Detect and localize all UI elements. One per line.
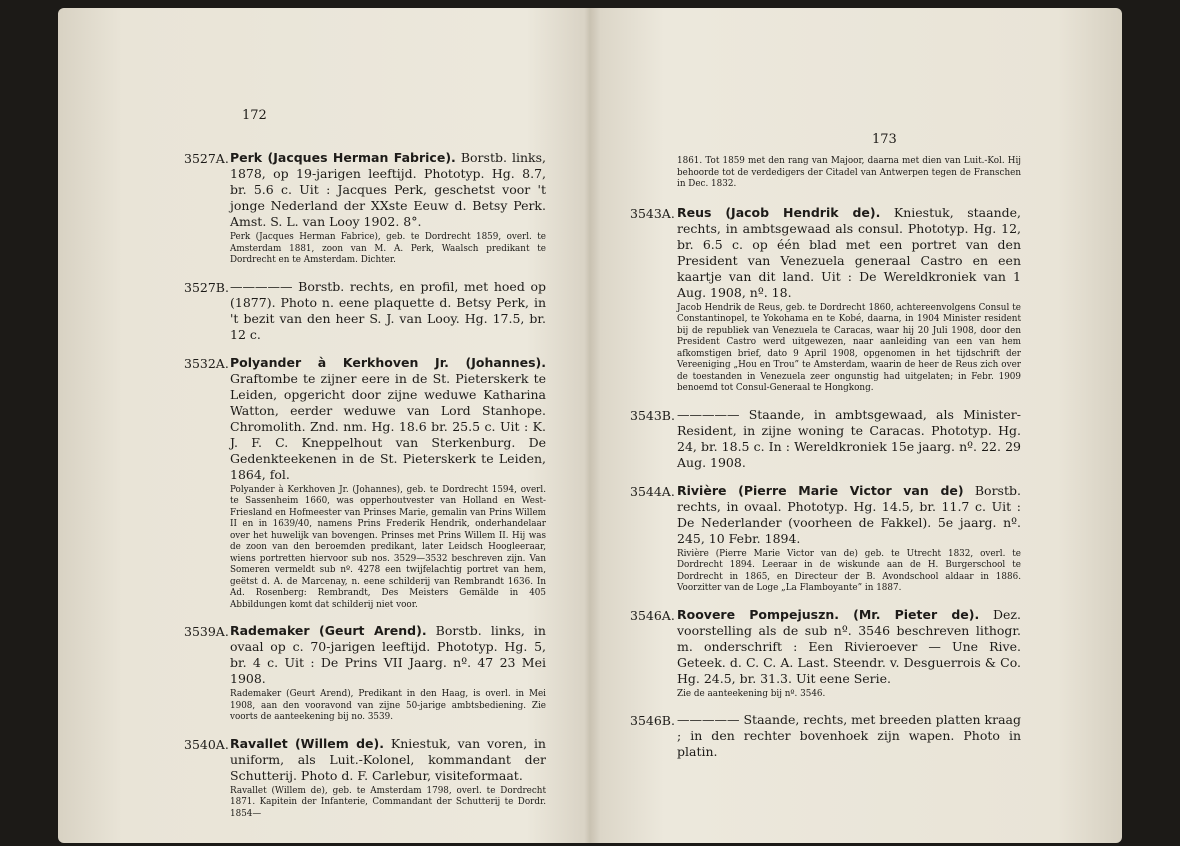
entry-body: Borstb. rechts, en profil, met hoed op (1877). Photo n. eene plaquette d. Betsy Perk, in 't bezit van den heer S. J. van Looy. Hg. 17.5, br. 12 c. bbox=[230, 278, 546, 342]
entry-heading: ————— bbox=[230, 278, 293, 294]
entry-note: Perk (Jacques Herman Fabrice), geb. te Dordrecht 1859, overl. te Amsterdam 1881, zoon van M. A. Perk, Waalsch predikant te Dordrecht en te Amsterdam. Dichter. bbox=[230, 232, 546, 265]
entry-note: Polyander à Kerkhoven Jr. (Johannes), geb. te Dordrecht 1594, overl. te Sassenheim 1660, was opperhoutvester van Holland en West-Friesland en Hofmeester van Prinses Marie, gemalin van Prins Willem II en in 1639/40, namens Prins Frederik Hendrik, onderhandelaar over het huwelijk van bovengen. Prinses met Prins Willem II. Hij was de zoon van den beroemden predikant, later Leidsch Hoogleeraar, wiens portretten hiervoor sub nos. 3529—3532 beschreven zijn. Van Someren vermeldt sub nº. 4278 een twijfelachtig portret van hem, geëtst d. A. de Marcenay, n. eene schilderij van Rembrandt 1636. In Ad. Rosenberg: Rembrandt, Des Meisters Gemälde in 405 Abbildungen komt dat schilderij niet voor. bbox=[230, 484, 546, 610]
catalog-entry bbox=[630, 606, 1021, 701]
entry-body: Graftombe te zijner eere in de St. Pieterskerk te Leiden, opgericht door zijne weduwe Katharina Watton, eerder weduwe van Lord Stanhope. Chromolith. Znd. nm. Hg. 18.6 br. 25.5 c. Uit : K. J. F. C. Kneppelhout van Sterkenburg. De Gedenkteekenen in de St. Pieterskerk te Leiden, 1864, fol. bbox=[230, 370, 546, 482]
entry-body: Kniestuk, van voren, in uniform, als Luit.-Kolonel, kommandant der Schutterij. Photo d. F. Carlebur, visiteformaat. bbox=[230, 735, 546, 783]
catalog-entry bbox=[630, 712, 1021, 760]
entry-number: 3527A. bbox=[184, 151, 229, 166]
entry-number: 3540A. bbox=[184, 736, 229, 752]
right-page bbox=[590, 8, 1122, 843]
entry-number: 3543A. bbox=[630, 205, 675, 221]
right-column bbox=[630, 156, 1021, 772]
entry-body: Borstb. rechts, in ovaal. Phototyp. Hg. 14.5, br. 11.7 c. Uit : De Nederlander (voorheen de Fakkel). 5e jaarg. nº. 245, 10 Febr. 1894. bbox=[677, 482, 1021, 546]
entry-heading: Polyander à Kerkhoven Jr. (Johannes). bbox=[230, 354, 546, 370]
entry-heading: Rivière (Pierre Marie Victor van de) bbox=[677, 482, 964, 498]
entry-heading: Rademaker (Geurt Arend). bbox=[230, 623, 427, 638]
entry-number: 3532A. bbox=[184, 355, 229, 371]
catalog-entry bbox=[184, 735, 546, 821]
left-page bbox=[58, 8, 590, 843]
entry-body: Dez. voorstelling als de sub nº. 3546 beschreven lithogr. m. onderschrift : Een Rivieroever — Une Rive. Geteek. d. C. C. A. Last. Steendr. v. Desguerrois & Co. Hg. 24.5, br. 31.3. Uit eene Serie. bbox=[677, 606, 1021, 686]
catalog-entry bbox=[184, 623, 546, 724]
entry-body: Kniestuk, staande, rechts, in ambtsgewaad als consul. Phototyp. Hg. 12, br. 6.5 c. op één blad met een portret van den President van Venezuela generaal Castro en een kaartje van dit land. Uit : De Wereldkroniek van 1 Aug. 1908, nº. 18. bbox=[677, 204, 1021, 300]
left-column bbox=[184, 150, 546, 832]
book-spread bbox=[58, 8, 1122, 843]
page-number: 173 bbox=[872, 132, 897, 147]
entry-number: 3539A. bbox=[184, 624, 229, 639]
entry-heading: Ravallet (Willem de). bbox=[230, 735, 384, 751]
catalog-entry bbox=[630, 406, 1021, 471]
entry-body: Borstb. links, in ovaal op c. 70-jarigen leeftijd. Phototyp. Hg. 5, br. 4 c. Uit : De Prins VII Jaarg. nº. 47 23 Mei 1908. bbox=[230, 623, 546, 686]
entry-body: Staande, rechts, met breeden platten kraag ; in den rechter bovenhoek zijn wapen. Photo in platin. bbox=[677, 712, 1021, 759]
entry-number: 3546A. bbox=[630, 607, 675, 623]
entry-note: Rademaker (Geurt Arend), Predikant in den Haag, is overl. in Mei 1908, aan den vooravond van zijne 50-jarige ambtsbediening. Zie voorts de aanteekening bij no. 3539. bbox=[230, 689, 546, 722]
entry-heading: ————— bbox=[677, 712, 740, 727]
continued-note: 1861. Tot 1859 met den rang van Majoor, daarna met dien van Luit.-Kol. Hij behoorde tot de verdedigers der Citadel van Antwerpen tegen de Franschen in Dec. 1832. bbox=[677, 156, 1021, 189]
entry-heading: Perk (Jacques Herman Fabrice). bbox=[230, 150, 456, 165]
entry-number: 3543B. bbox=[630, 407, 675, 423]
entry-note: Ravallet (Willem de), geb. te Amsterdam 1798, overl. te Dordrecht 1871. Kapitein der Infanterie, Commandant der Schutterij te Dordr. 1854— bbox=[230, 785, 546, 819]
entry-note: Rivière (Pierre Marie Victor van de) geb. te Utrecht 1832, overl. te Dordrecht 1894. Leeraar in de wiskunde aan de H. Burgerschool te Dordrecht in 1865, en Directeur der B. Avondschool aldaar in 1886. Voorzitter van de Loge „La Flamboyante” in 1887. bbox=[677, 548, 1021, 593]
entry-body: Staande, in ambtsgewaad, als Minister-Resident, in zijne woning te Caracas. Phototyp. Hg. 24, br. 18.5 c. In : Wereldkroniek 15e jaarg. nº. 22. 29 Aug. 1908. bbox=[677, 406, 1021, 470]
entry-heading: Reus (Jacob Hendrik de). bbox=[677, 204, 881, 220]
entry-number: 3546B. bbox=[630, 713, 675, 728]
entry-body: Borstb. links, 1878, op 19-jarigen leeftijd. Phototyp. Hg. 8.7, br. 5.6 c. Uit : Jacques Perk, geschetst voor 't jonge Nederland der XXste Eeuw d. Betsy Perk. Amst. S. L. van Looy 1902. 8°. bbox=[230, 150, 546, 229]
catalog-entry bbox=[630, 204, 1021, 395]
catalog-entry bbox=[184, 278, 546, 343]
catalog-entry bbox=[184, 354, 546, 612]
entry-number: 3527B. bbox=[184, 279, 229, 295]
entry-heading: Roovere Pompejuszn. (Mr. Pieter de). bbox=[677, 606, 980, 622]
entry-number: 3544A. bbox=[630, 483, 675, 499]
entry-note: Zie de aanteekening bij nº. 3546. bbox=[677, 688, 826, 699]
entry-heading: ————— bbox=[677, 406, 740, 422]
catalog-entry bbox=[630, 482, 1021, 595]
page-number: 172 bbox=[242, 108, 267, 123]
catalog-entry bbox=[184, 150, 546, 267]
entry-note: Jacob Hendrik de Reus, geb. te Dordrecht 1860, achtereenvolgens Consul te Constantinopel, te Yokohama en te Kobé, daarna, in 1904 Minister resident bij de republiek van Venezuela te Caracas, waar hij 20 Juli 1908, door den President Castro werd uitgewezen, naar aanleiding van een van hem afkomstigen brief, dato 9 April 1908, opgenomen in het tijdschrift der Vereeniging „Hou en Trou” te Amsterdam, waarin de heer de Reus zich over de toestanden in Venezuela zeer ongunstig had uitgelaten; in Febr. 1909 benoemd tot Consul-Generaal te Hongkong. bbox=[677, 302, 1021, 393]
